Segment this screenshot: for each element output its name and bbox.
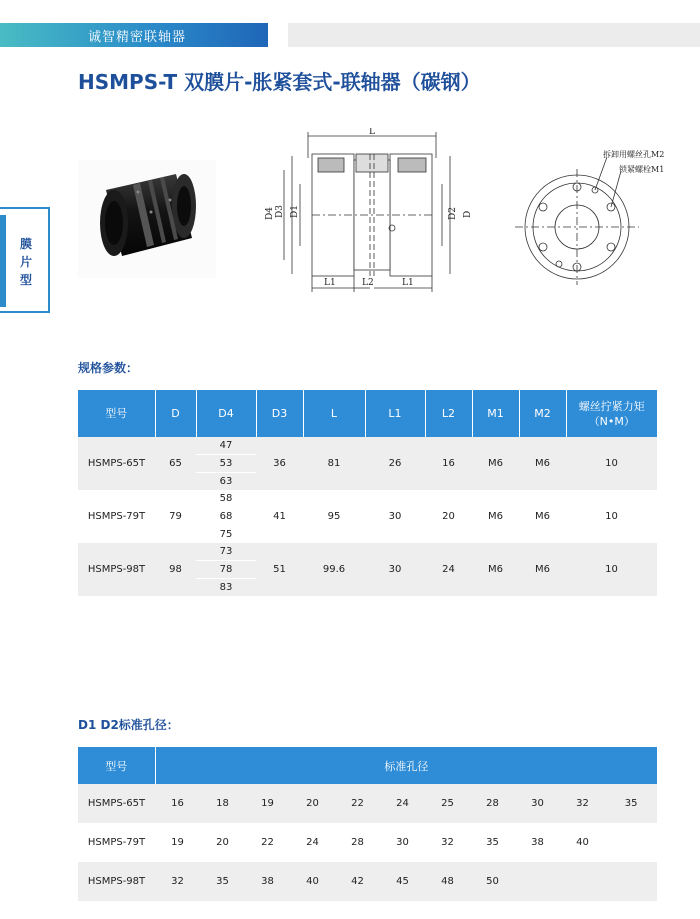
cell-bore-diameter: 50 <box>486 876 499 887</box>
cell-bore-diameter <box>560 862 605 901</box>
header-bar <box>288 23 700 47</box>
col-header-torque: 螺丝拧紧力矩 （N•M） <box>566 390 657 437</box>
coupling-front-view-drawing <box>515 145 670 285</box>
col-header-bores: 标准孔径 <box>155 747 657 784</box>
dim-label-L1: L1 <box>324 278 336 288</box>
col-header: D4 <box>196 390 256 437</box>
cell-bore-diameter: 30 <box>396 837 409 848</box>
cell-model: HSMPS-98T <box>87 876 146 887</box>
cell-L: 99.6 <box>303 543 365 596</box>
cell-bore-diameter: 16 <box>171 798 184 809</box>
front-label-m1: 锁紧螺栓M1 <box>619 165 665 174</box>
cell-D3: 51 <box>256 543 303 596</box>
cell-M2: M6 <box>519 543 566 596</box>
table-row <box>78 543 657 596</box>
cell-bore-diameter: 38 <box>531 837 544 848</box>
spec-section-heading: 规格参数： <box>78 361 139 375</box>
cell-D3: 41 <box>273 511 286 522</box>
cell-L: 95 <box>327 511 341 522</box>
dim-label-D4: D4 <box>265 207 275 220</box>
cell-model: HSMPS-65T <box>78 437 155 490</box>
cell-M1: M6 <box>472 437 519 490</box>
cell-L1: 26 <box>365 437 425 490</box>
bore-section-heading: D1 D2标准孔径： <box>78 718 179 732</box>
cell-M2: M6 <box>535 511 550 522</box>
col-header: D <box>155 390 196 437</box>
col-header: L2 <box>425 390 472 437</box>
front-label-m2: 拆卸用螺丝孔M2 <box>603 150 665 159</box>
spec-table <box>78 390 657 596</box>
col-header-model: 型号 <box>78 747 155 784</box>
cell-bore-diameter: 18 <box>216 798 229 809</box>
side-tab-char: 膜 <box>19 237 32 251</box>
cell-D: 65 <box>155 437 196 490</box>
cell-M1: M6 <box>488 511 503 522</box>
product-photo <box>78 160 216 278</box>
cell-bore-diameter: 20 <box>306 798 319 809</box>
col-header: L1 <box>365 390 425 437</box>
cell-D: 98 <box>155 543 196 596</box>
cell-D4: 58 68 75 <box>196 490 256 543</box>
cell-bore-diameter: 35 <box>216 876 229 887</box>
cell-bore-diameter: 32 <box>171 876 184 887</box>
col-header: L <box>303 390 365 437</box>
cell-bore-diameter <box>605 823 657 862</box>
cell-L: 81 <box>303 437 365 490</box>
col-header: D3 <box>256 390 303 437</box>
coupling-side-section-drawing <box>252 128 474 300</box>
page-title: HSMPS-T 双膜片-胀紧套式-联轴器（碳钢） <box>78 70 481 94</box>
cell-L2: 24 <box>425 543 472 596</box>
bore-table <box>78 747 657 901</box>
brand-name: 诚智精密联轴器 <box>88 30 187 45</box>
cell-bore-diameter: 30 <box>531 798 544 809</box>
table-row <box>78 784 657 823</box>
dim-label-D: D <box>463 210 473 218</box>
dim-label-L2: L2 <box>362 278 374 288</box>
cell-bore-diameter <box>515 862 560 901</box>
cell-M2: M6 <box>519 437 566 490</box>
cell-L1: 30 <box>365 543 425 596</box>
cell-L1: 30 <box>388 511 402 522</box>
spec-table-header <box>78 390 657 437</box>
cell-bore-diameter: 22 <box>351 798 364 809</box>
bore-table-header <box>78 747 657 784</box>
cell-M1: M6 <box>472 543 519 596</box>
cell-bore-diameter: 40 <box>306 876 319 887</box>
cell-bore-diameter: 45 <box>396 876 409 887</box>
cell-D3: 36 <box>256 437 303 490</box>
cell-bore-diameter <box>605 862 657 901</box>
cell-L2: 16 <box>425 437 472 490</box>
coupling-body <box>100 174 196 256</box>
cell-torque: 10 <box>566 437 657 490</box>
cell-bore-diameter: 22 <box>261 837 274 848</box>
dim-label-D2: D2 <box>448 207 458 220</box>
col-header: 型号 <box>78 390 155 437</box>
cell-bore-diameter: 25 <box>441 798 454 809</box>
dim-label-D3: D3 <box>275 205 285 218</box>
table-row <box>78 862 657 901</box>
cell-D4: 73 78 83 <box>196 543 256 596</box>
cell-bore-diameter: 28 <box>486 798 499 809</box>
dim-label-D1: D1 <box>290 205 300 218</box>
cell-model: HSMPS-79T <box>87 837 146 848</box>
cell-bore-diameter: 28 <box>351 837 364 848</box>
cell-bore-diameter: 24 <box>306 837 319 848</box>
dim-label-L1: L1 <box>402 278 414 288</box>
cell-bore-diameter: 38 <box>261 876 274 887</box>
col-header: M1 <box>472 390 519 437</box>
cell-D: 79 <box>169 511 182 522</box>
cell-bore-diameter: 40 <box>576 837 589 848</box>
side-tab-char: 片 <box>19 255 32 269</box>
category-side-tab <box>0 207 50 313</box>
cell-model: HSMPS-98T <box>78 543 155 596</box>
col-header: M2 <box>519 390 566 437</box>
cell-bore-diameter: 42 <box>351 876 364 887</box>
cell-torque: 10 <box>605 511 618 522</box>
cell-bore-diameter: 19 <box>171 837 184 848</box>
cell-bore-diameter: 48 <box>441 876 454 887</box>
cell-bore-diameter: 20 <box>216 837 229 848</box>
cell-bore-diameter: 35 <box>486 837 499 848</box>
cell-bore-diameter: 32 <box>441 837 454 848</box>
table-row <box>78 490 657 543</box>
cell-bore-diameter: 35 <box>624 798 638 809</box>
side-tab-char: 型 <box>19 273 32 287</box>
cell-D4: 47 53 63 <box>196 437 256 490</box>
cell-model: HSMPS-79T <box>87 511 146 522</box>
cell-model: HSMPS-65T <box>87 798 146 809</box>
table-row <box>78 823 657 862</box>
table-row <box>78 437 657 490</box>
dim-label-L: L <box>369 128 375 137</box>
cell-bore-diameter: 32 <box>576 798 589 809</box>
cell-torque: 10 <box>566 543 657 596</box>
cell-bore-diameter: 24 <box>396 798 409 809</box>
cell-L2: 20 <box>442 511 455 522</box>
cell-bore-diameter: 19 <box>261 798 274 809</box>
